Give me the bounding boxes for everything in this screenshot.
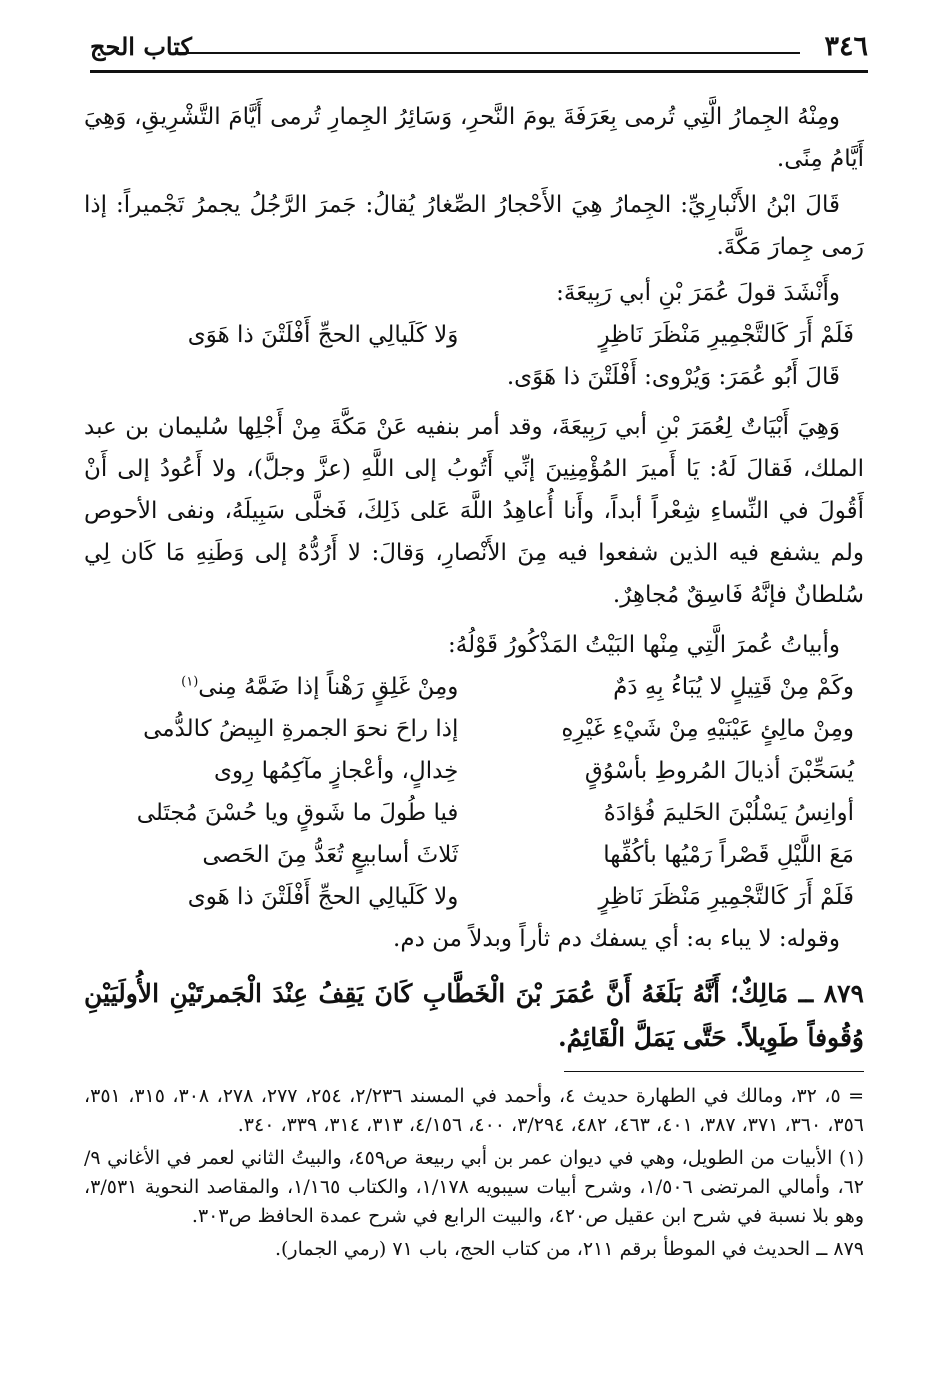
verse-first-hemistich: ومِنْ مالِئٍ عَيْنَيْهِ مِنْ شَيْءِ غَيْرِهِ	[561, 716, 854, 742]
verse-line	[84, 708, 864, 750]
header-rule	[176, 52, 800, 54]
verse-line	[84, 314, 864, 356]
paragraph: وأبياتُ عُمرَ الَّتِي مِنْها البَيْتُ المَذْكُورُ قَوْلُهُ:	[448, 632, 840, 658]
poem	[84, 666, 864, 918]
verse-line	[84, 666, 864, 708]
verse-first-hemistich: فَلَمْ أَرَ كَالتَّجْمِيرِ مَنْظَرَ نَاظِرٍ	[598, 884, 854, 910]
verse-first-hemistich: أوانِسُ يَسْلُبْنَ الحَليمَ فُؤادَهُ	[603, 800, 854, 826]
footnote: = ٥، ٣٢، ومالك في الطهارة حديث ٤، وأحمد في المسند ٢/٢٣٦، ٢٥٤، ٢٧٧، ٢٧٨، ٣٠٨، ٣١٥، ٣٥١، ٣٥٦، ٣٦٠، ٣٧١، ٣٨٧، ٤٠١، ٤٦٣، ٤٨٢، ٣/٢٩٤، ٤٠٠، ٤/١٥٦، ٣١٣، ٣١٤، ٣٣٩، ٣٤٠.	[84, 1085, 865, 1136]
footnote-separator	[564, 1071, 864, 1072]
verse-second-hemistich: ثَلاثَ أسابيعٍ تُعَدُّ مِنَ الحَصى	[202, 842, 459, 868]
paragraph: وقوله: لا يباء به: أي يسفك دم ثأراً وبدلاً من دم.	[393, 926, 840, 952]
footnote: (١) الأبيات من الطويل، وهي في ديوان عمر بن أبي ربيعة ص٤٥٩، والبيتُ الثاني لعمر في الأغاني ٩/ ٦٢، وأمالي المرتضى ١/٥٠٦، وشرح أبيات سيبويه ١/١٧٨، والكتاب ١/١٦٥، والمقاصد النحوية ٣/٥٣١، وهو بلا نسبة في شرح ابن عقيل ص٤٢٠، والبيت الرابع في شرح عمدة الحافظ ص٣٠٣.	[84, 1147, 865, 1227]
verse-line	[84, 750, 864, 792]
main-text	[84, 96, 864, 1060]
footnote-marker: (١)	[181, 674, 199, 690]
verse-first-hemistich: يُسَحِّبْنَ أذيالَ المُروطِ بأسْوُقٍ	[584, 758, 854, 784]
header-underline	[90, 70, 868, 73]
page-number: ٣٤٦	[824, 31, 868, 62]
verse-text: ومِنْ غَلِقٍ رَهْناً إذا ضَمَّهُ مِنى	[198, 674, 459, 700]
footnotes	[84, 1082, 864, 1268]
verse-first-hemistich: وكَمْ مِنْ قَتِيلٍ لا يُبَاءُ بِهِ دَمٌ	[613, 674, 854, 700]
verse-line	[84, 876, 864, 918]
verse-first-hemistich: فَلَمْ أَرَ كَالتَّجْمِيرِ مَنْظَرَ نَاظِرٍ	[598, 322, 854, 348]
hadith-text: ٨٧٩ ــ مَالِكٌ؛ أَنَّهُ بَلَغَهُ أَنَّ عُمَرَ بْنَ الْخَطَّابِ كَانَ يَقِفُ عِنْدَ الْجَمرتَيْنِ الأُولَيَيْنِ وُقُوفاً طَوِيلاً. حَتَّى يَمَلَّ الْقَائِمُ.	[84, 979, 864, 1052]
verse-second-hemistich	[84, 666, 458, 708]
paragraph: قَالَ ابْنُ الأَنْبارِيِّ: الجِمارُ هِيَ الأَحْجارُ الصِّغارُ يُقالُ: جَمرَ الرَّجُلُ يجمرُ تَجْميراً: إذا رَمى جِمارَ مَكَّةَ.	[84, 192, 864, 260]
verse-first-hemistich: مَعَ اللَّيْلِ قَصْراً رَمْيُها بأكُفِّها	[603, 842, 854, 868]
verse-line	[84, 834, 864, 876]
paragraph: وأَنْشَدَ قولَ عُمَرَ بْنِ أبي رَبِيعَةَ:	[556, 280, 840, 306]
paragraph: قَالَ أَبُو عُمَرَ: وَيُرْوى: أَفْلَتْنَ ذا هَوًى.	[506, 364, 840, 390]
running-title: كتاب الحج	[90, 32, 192, 61]
paragraph: وَهِيَ أَبْيَاتٌ لِعُمَرَ بْنِ أبي رَبِيعَةَ، وقد أمر بنفيه عَنْ مَكَّةَ مِنْ أَجْلِها سُليمان بن عبد الملك، فَقالَ لَهُ: يَا أَميرَ المُؤْمِنِينَ إنِّي أَتُوبُ إلى اللَّهِ (عزَّ وجلَّ)، ولا أَعُودُ إلى أَنْ أَقُولَ في النِّساءِ شِعْراً أبداً، وأَنا أُعاهِدُ اللَّهَ عَلى ذَلِكَ، فَخلَّى سَبِيلَهُ، ونفى الأحوص ولم يشفع فيه الذين شفعوا فيه مِنَ الأَنْصارِ، وَقالَ: لا أَرُدُّهُ إلى وَطَنِهِ مَا كَان لِي سُلطانٌ فإنَّهُ فَاسِقٌ مُجاهِرٌ.	[84, 414, 864, 608]
verse-second-hemistich: إذا راحَ نحوَ الجمرةِ البِيضُ كالدُّمى	[143, 716, 459, 742]
verse-second-hemistich: خِدالٍ، وأعْجازٍ مآكِمُها رِوى	[214, 758, 459, 784]
verse-second-hemistich: وَلا كَلَيالِي الحجِّ أَفْلَتْنَ ذا هَوَى	[187, 322, 459, 348]
paragraph: ومِنْهُ الجِمارُ الَّتِي تُرمى بِعَرَفَةَ يومَ النَّحرِ، وَسَائِرُ الجِمارِ تُرمى أَيَّامَ التَّشْرِيقِ، وَهِيَ أَيَّامُ مِنًى.	[84, 104, 864, 172]
footnote: ٨٧٩ ــ الحديث في الموطأ برقم ٢١١، من كتاب الحج، باب ٧١ (رمي الجمار).	[274, 1238, 864, 1260]
verse-line	[84, 792, 864, 834]
verse-second-hemistich: فيا طُولَ ما شَوقٍ ويا حُسْنَ مُجتَلى	[136, 800, 459, 826]
page-header	[90, 30, 868, 64]
verse-second-hemistich: ولا كَلَيالِي الحجِّ أَفْلَتْنَ ذا هَوى	[187, 884, 459, 910]
